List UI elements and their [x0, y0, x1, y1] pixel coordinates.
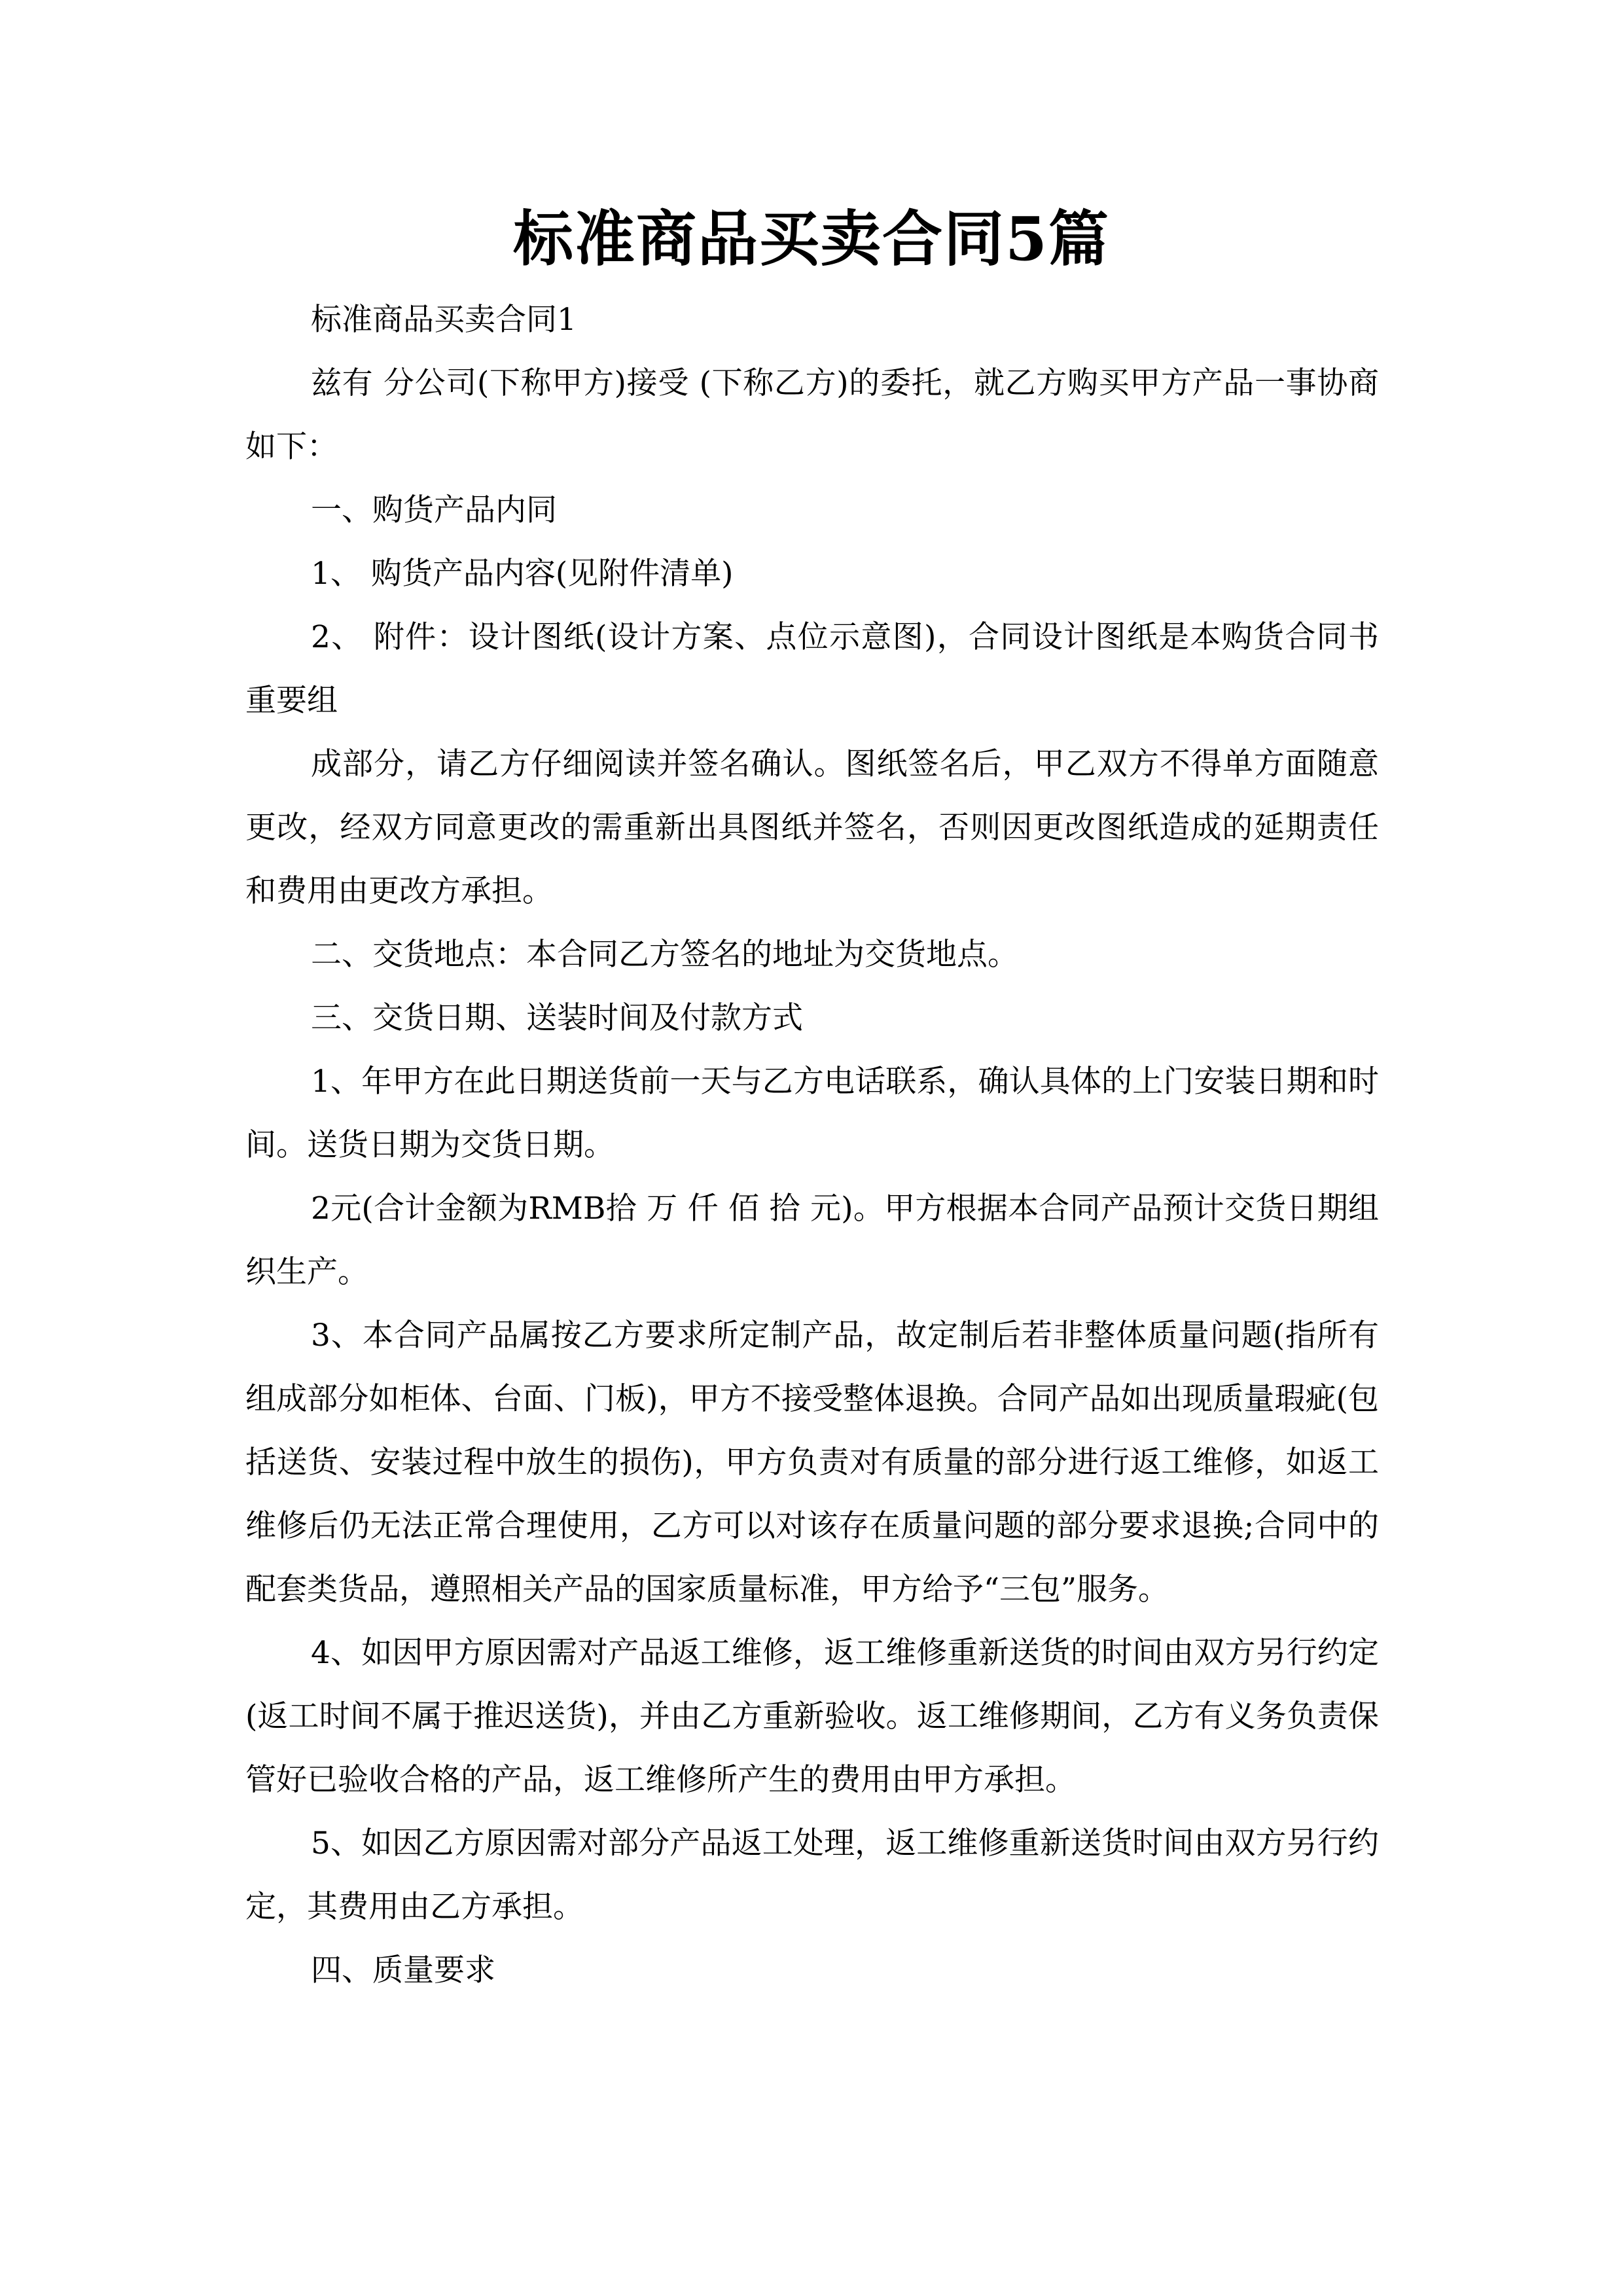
- section-heading-4: 四、质量要求: [311, 1952, 495, 1988]
- clause-3-1: 1、年甲方在此日期送货前一天与乙方电话联系，确认具体的上门安装日期和时间。送货日期为交货日期。: [245, 1064, 1379, 1163]
- section-heading-contract-1: 标准商品买卖合同1: [311, 302, 577, 338]
- section-heading-1: 一、购货产品内同: [311, 492, 557, 528]
- intro-paragraph: 兹有 分公司(下称甲方)接受 (下称乙方)的委托，就乙方购买甲方产品一事协商如下：: [245, 365, 1379, 465]
- clause-3-3: 3、本合同产品属按乙方要求所定制产品，故定制后若非整体质量问题(指所有组成部分如柜体、台面、门板)，甲方不接受整体退换。合同产品如出现质量瑕疵(包括送货、安装过程中放生的损伤)，甲方负责对有质量的部分进行返工维修，如返工维修后仍无法正常合理使用，乙方可以对该存在质量问题的部分要求退换;合同中的配套类货品，遵照相关产品的国家质量标准，甲方给予“三包”服务。: [245, 1318, 1379, 1607]
- clause-3-2: 2元(合计金额为RMB拾 万 仟 佰 拾 元)。甲方根据本合同产品预计交货日期组织生产。: [245, 1191, 1379, 1290]
- section-heading-3: 三、交货日期、送装时间及付款方式: [311, 1000, 803, 1036]
- document-body: [245, 288, 1379, 2002]
- section-heading-2: 二、交货地点：本合同乙方签名的地址为交货地点。: [311, 937, 1018, 973]
- clause-1-2-continued: 成部分，请乙方仔细阅读并签名确认。图纸签名后，甲乙双方不得单方面随意更改，经双方同意更改的需重新出具图纸并签名，否则因更改图纸造成的延期责任和费用由更改方承担。: [245, 746, 1379, 909]
- clause-3-5: 5、如因乙方原因需对部分产品返工处理，返工维修重新送货时间由双方另行约定，其费用由乙方承担。: [245, 1825, 1379, 1925]
- document-title: 标准商品买卖合同5篇: [512, 204, 1110, 274]
- clause-3-4: 4、如因甲方原因需对产品返工维修，返工维修重新送货的时间由双方另行约定(返工时间不属于推迟送货)，并由乙方重新验收。返工维修期间，乙方有义务负责保管好已验收合格的产品，返工维修所产生的费用由甲方承担。: [245, 1635, 1379, 1798]
- clause-1-2: 2、 附件：设计图纸(设计方案、点位示意图)，合同设计图纸是本购货合同书重要组: [245, 619, 1379, 719]
- clause-1-1: 1、 购货产品内容(见附件清单): [311, 556, 734, 592]
